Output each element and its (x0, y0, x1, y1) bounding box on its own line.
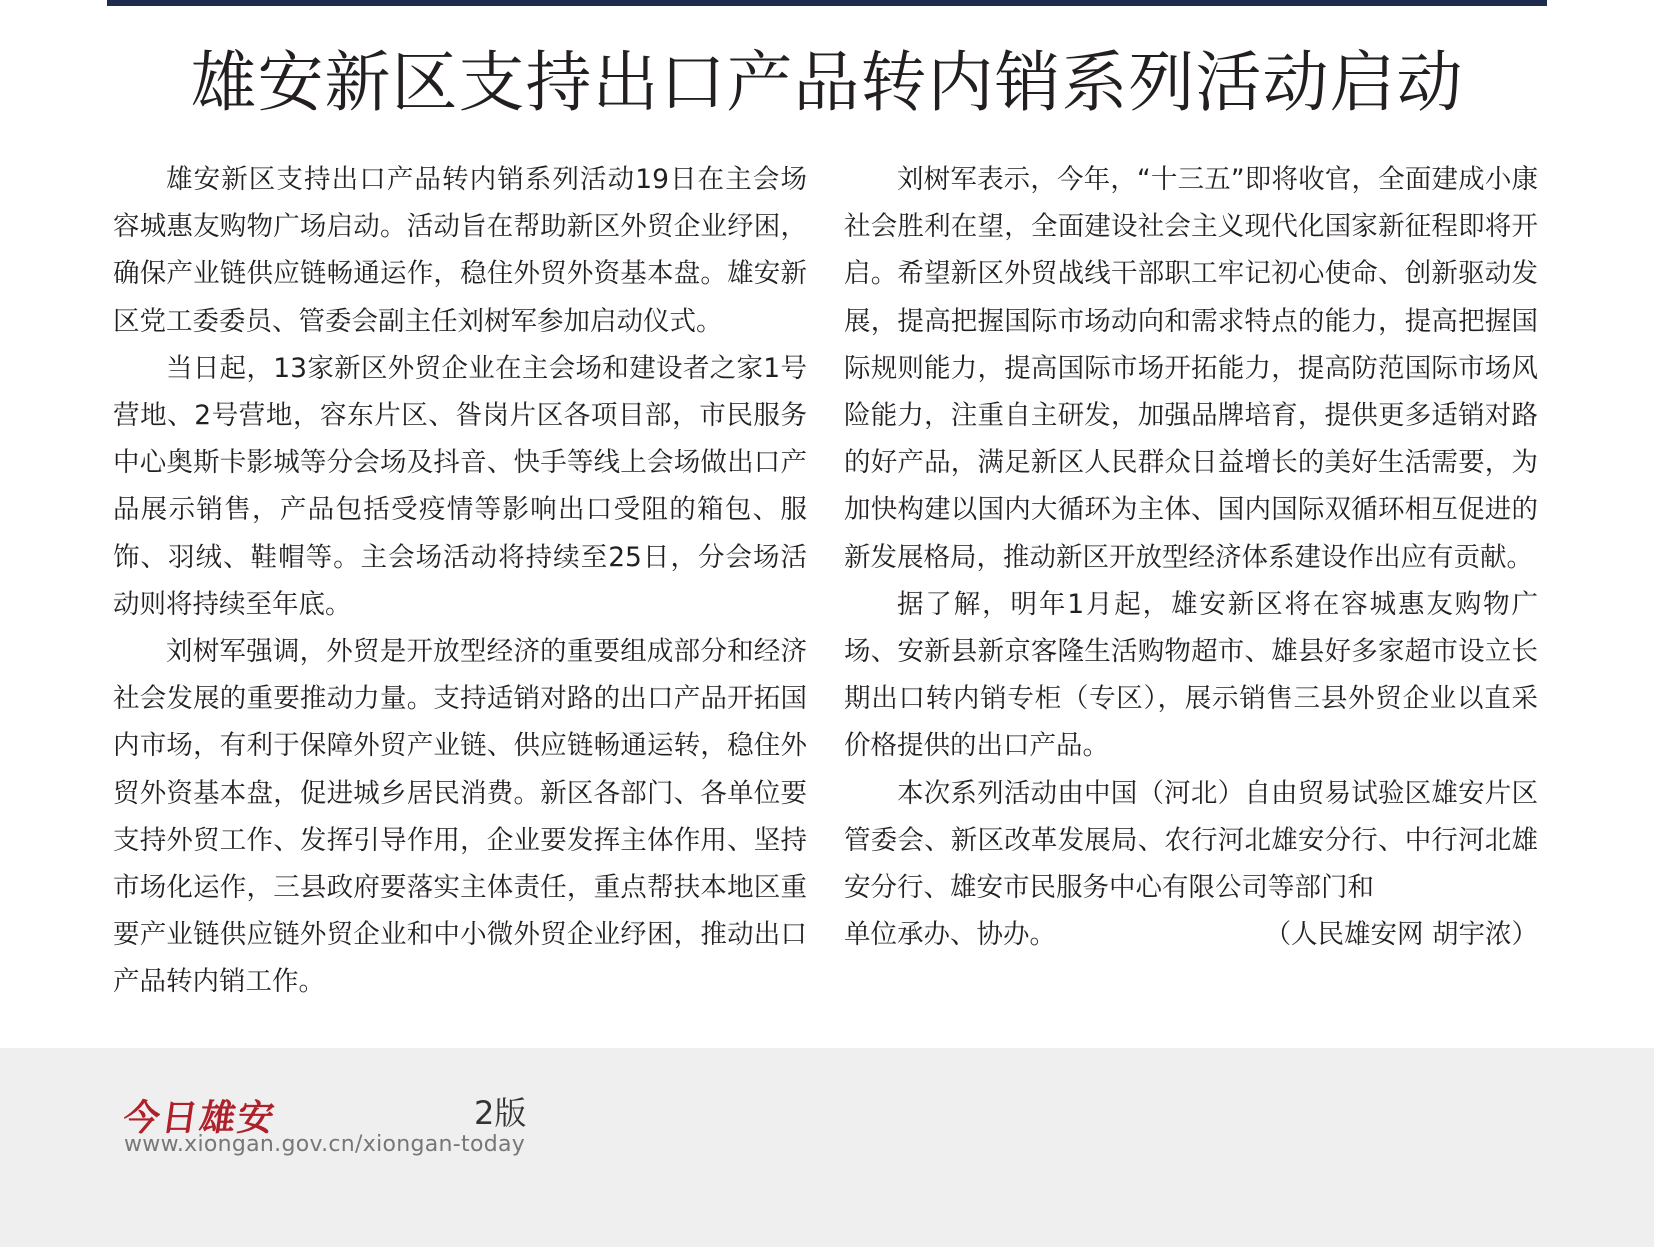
article-byline: （人民雄安网 胡宇浓） (1264, 919, 1538, 951)
paragraph: 当日起，13家新区外贸企业在主会场和建设者之家1号营地、2号营地，容东片区、昝岗片区各项目部，市民服务中心奥斯卡影城等分会场及抖音、快手等线上会场做出口产品展示销售，产品包括受疫情等影响出口受阻的箱包、服饰、羽绒、鞋帽等。主会场活动将持续至25日，分会场活动则将持续至年底。 (113, 352, 807, 620)
page-number: 2版 (474, 1094, 527, 1132)
paragraph: 据了解，明年1月起，雄安新区将在容城惠友购物广场、安新县新京客隆生活购物超市、雄县好多家超市设立长期出口转内销专柜（专区），展示销售三县外贸企业以直采价格提供的出口产品。 (844, 588, 1538, 762)
article-headline: 雄安新区支持出口产品转内销系列活动启动 (190, 44, 1464, 121)
site-url[interactable]: www.xiongan.gov.cn/xiongan-today (124, 1132, 526, 1157)
page-footer (0, 1048, 1654, 1247)
paragraph-last-body: 本次系列活动由中国（河北）自由贸易试验区雄安片区管委会、新区改革发展局、农行河北雄安分行、中行河北雄安分行、雄安市民服务中心有限公司等部门和 (844, 777, 1538, 904)
paragraph: 刘树军表示，今年，“十三五”即将收官，全面建成小康社会胜利在望，全面建设社会主义现代化国家新征程即将开启。希望新区外贸战线干部职工牢记初心使命、创新驱动发展，提高把握国际市场动向和需求特点的能力，提高把握国际规则能力，提高国际市场开拓能力，提高防范国际市场风险能力，注重自主研发，加强品牌培育，提供更多适销对路的好产品，满足新区人民群众日益增长的美好生活需要，为加快构建以国内大循环为主体、国内国际双循环相互促进的新发展格局，推动新区开放型经济体系建设作出应有贡献。 (844, 164, 1538, 573)
closing-text: 单位承办、协办。 (844, 919, 1056, 951)
closing-line (844, 911, 1538, 958)
paragraph: 刘树军强调，外贸是开放型经济的重要组成部分和经济社会发展的重要推动力量。支持适销对路的出口产品开拓国内市场，有利于保障外贸产业链、供应链畅通运转，稳住外贸外资基本盘，促进城乡居民消费。新区各部门、各单位要支持外贸工作、发挥引导作用，企业要发挥主体作用、坚持市场化运作，三县政府要落实主体责任，重点帮扶本地区重要产业链供应链外贸企业和中小微外贸企业纾困，推动出口产品转内销工作。 (113, 636, 807, 998)
article-column-right (844, 156, 1538, 958)
newspaper-logo: 今日雄安 (120, 1097, 279, 1139)
top-rule (107, 0, 1547, 6)
paragraph-last (844, 770, 1538, 912)
paragraph: 雄安新区支持出口产品转内销系列活动19日在主会场容城惠友购物广场启动。活动旨在帮助新区外贸企业纾困，确保产业链供应链畅通运作，稳住外贸外资基本盘。雄安新区党工委委员、管委会副主任刘树军参加启动仪式。 (113, 164, 807, 337)
article-column-left (113, 156, 807, 1006)
